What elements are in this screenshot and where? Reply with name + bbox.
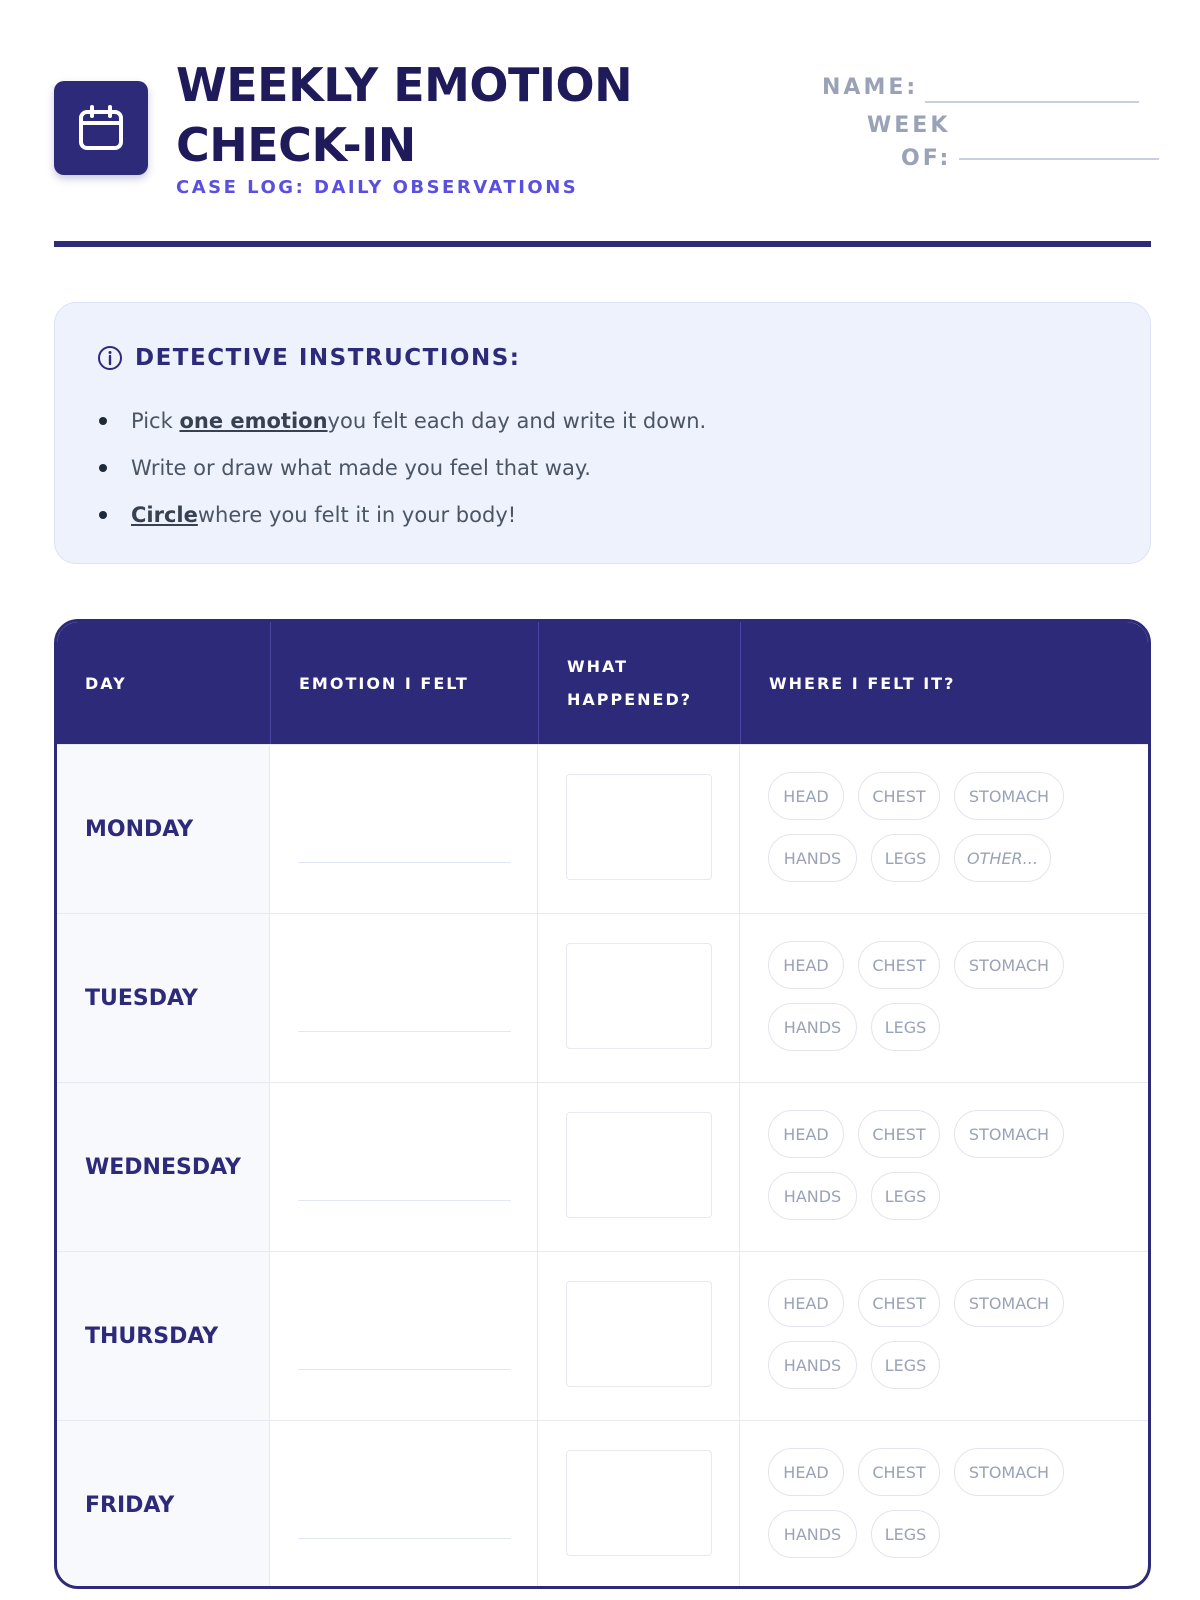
what-happened-cell (538, 1252, 740, 1420)
column-header-what-line-1: WHAT (567, 657, 629, 676)
body-part-pill[interactable]: LEGS (871, 1172, 940, 1220)
emotion-cell[interactable] (270, 914, 538, 1082)
body-part-pill[interactable]: CHEST (858, 1110, 940, 1158)
instruction-emphasis: one emotion (179, 408, 328, 433)
instructions-heading (97, 345, 521, 371)
day-label: TUESDAY (57, 914, 270, 1082)
column-header-where: WHERE I FELT IT? (740, 622, 1148, 744)
where-felt-cell (740, 1421, 1148, 1589)
body-part-pill[interactable]: HANDS (768, 1510, 857, 1558)
instruction-text: you felt each day and write it down. (327, 408, 707, 433)
header-divider (54, 241, 1151, 247)
calendar-icon (77, 104, 125, 152)
emotion-cell[interactable] (270, 1252, 538, 1420)
emotion-log-table (54, 619, 1151, 1589)
instruction-text: Write or draw what made you feel that way. (131, 455, 591, 480)
where-felt-cell (740, 1252, 1148, 1420)
body-part-pill[interactable]: HEAD (768, 941, 844, 989)
name-field-line[interactable] (925, 101, 1139, 103)
instructions-panel (54, 302, 1151, 564)
emotion-cell[interactable] (270, 745, 538, 913)
emotion-write-line (298, 1200, 511, 1201)
logo-badge (54, 81, 148, 175)
instructions-list (97, 397, 706, 538)
instruction-item (97, 444, 706, 491)
what-happened-cell (538, 1083, 740, 1251)
body-part-pill[interactable]: HANDS (768, 1341, 857, 1389)
column-header-emotion: EMOTION I FELT (270, 622, 538, 744)
drawing-box[interactable] (566, 1450, 712, 1556)
body-part-pill[interactable]: HANDS (768, 834, 857, 882)
bullet-icon (99, 511, 107, 519)
what-happened-cell (538, 914, 740, 1082)
where-felt-cell (740, 1083, 1148, 1251)
body-part-pill[interactable]: HEAD (768, 1110, 844, 1158)
body-part-pill[interactable]: LEGS (871, 1003, 940, 1051)
what-happened-cell (538, 1421, 740, 1589)
bullet-icon (99, 417, 107, 425)
table-header (57, 622, 1148, 744)
page-subtitle: CASE LOG: DAILY OBSERVATIONS (176, 177, 579, 198)
emotion-cell[interactable] (270, 1083, 538, 1251)
emotion-write-line (298, 1538, 511, 1539)
week-label-line-2: OF: (901, 146, 952, 171)
body-part-pill[interactable]: HANDS (768, 1172, 857, 1220)
body-part-pill[interactable]: LEGS (871, 1341, 940, 1389)
instruction-item (97, 397, 706, 444)
body-part-pill[interactable]: HEAD (768, 772, 844, 820)
instructions-title: DETECTIVE INSTRUCTIONS: (135, 345, 521, 371)
worksheet-header (54, 55, 1151, 245)
emotion-write-line (298, 1031, 511, 1032)
day-label: MONDAY (57, 745, 270, 913)
day-label: THURSDAY (57, 1252, 270, 1420)
body-part-pill[interactable]: LEGS (871, 834, 940, 882)
table-row (57, 1420, 1148, 1589)
body-part-pill[interactable]: STOMACH (954, 941, 1064, 989)
table-row (57, 1251, 1148, 1420)
instruction-text: Pick (131, 408, 173, 433)
column-header-what (538, 622, 740, 744)
title-line-1: WEEKLY EMOTION (176, 58, 633, 112)
table-row (57, 913, 1148, 1082)
week-field-line[interactable] (959, 158, 1159, 160)
emotion-cell[interactable] (270, 1421, 538, 1589)
body-part-pill[interactable]: CHEST (858, 1279, 940, 1327)
emotion-write-line (298, 862, 511, 863)
table-row (57, 1082, 1148, 1251)
body-part-pill[interactable]: STOMACH (954, 1110, 1064, 1158)
body-part-pill[interactable]: LEGS (871, 1510, 940, 1558)
body-part-pill[interactable]: HEAD (768, 1448, 844, 1496)
body-part-pill[interactable]: HANDS (768, 1003, 857, 1051)
column-header-what-line-2: HAPPENED? (567, 690, 693, 709)
emotion-write-line (298, 1369, 511, 1370)
body-part-pill[interactable]: CHEST (858, 941, 940, 989)
name-label: NAME: (822, 75, 919, 100)
where-felt-cell (740, 745, 1148, 913)
body-part-pill[interactable]: CHEST (858, 1448, 940, 1496)
week-label-line-1: WEEK (867, 113, 951, 138)
drawing-box[interactable] (566, 1112, 712, 1218)
body-part-pill[interactable]: STOMACH (954, 1279, 1064, 1327)
drawing-box[interactable] (566, 1281, 712, 1387)
bullet-icon (99, 464, 107, 472)
other-option-pill[interactable]: OTHER... (954, 834, 1051, 882)
body-part-pill[interactable]: HEAD (768, 1279, 844, 1327)
day-label: FRIDAY (57, 1421, 270, 1589)
body-part-pill[interactable]: STOMACH (954, 772, 1064, 820)
title-line-2: CHECK-IN (176, 118, 416, 172)
day-label: WEDNESDAY (57, 1083, 270, 1251)
what-happened-cell (538, 745, 740, 913)
column-header-day: DAY (85, 673, 127, 693)
instruction-text: where you felt it in your body! (197, 502, 517, 527)
drawing-box[interactable] (566, 943, 712, 1049)
drawing-box[interactable] (566, 774, 712, 880)
instruction-item (97, 491, 706, 538)
page-title (176, 55, 632, 175)
instruction-emphasis: Circle (131, 502, 198, 527)
body-part-pill[interactable]: STOMACH (954, 1448, 1064, 1496)
table-row (57, 744, 1148, 913)
where-felt-cell (740, 914, 1148, 1082)
info-icon (97, 345, 123, 371)
body-part-pill[interactable]: CHEST (858, 772, 940, 820)
